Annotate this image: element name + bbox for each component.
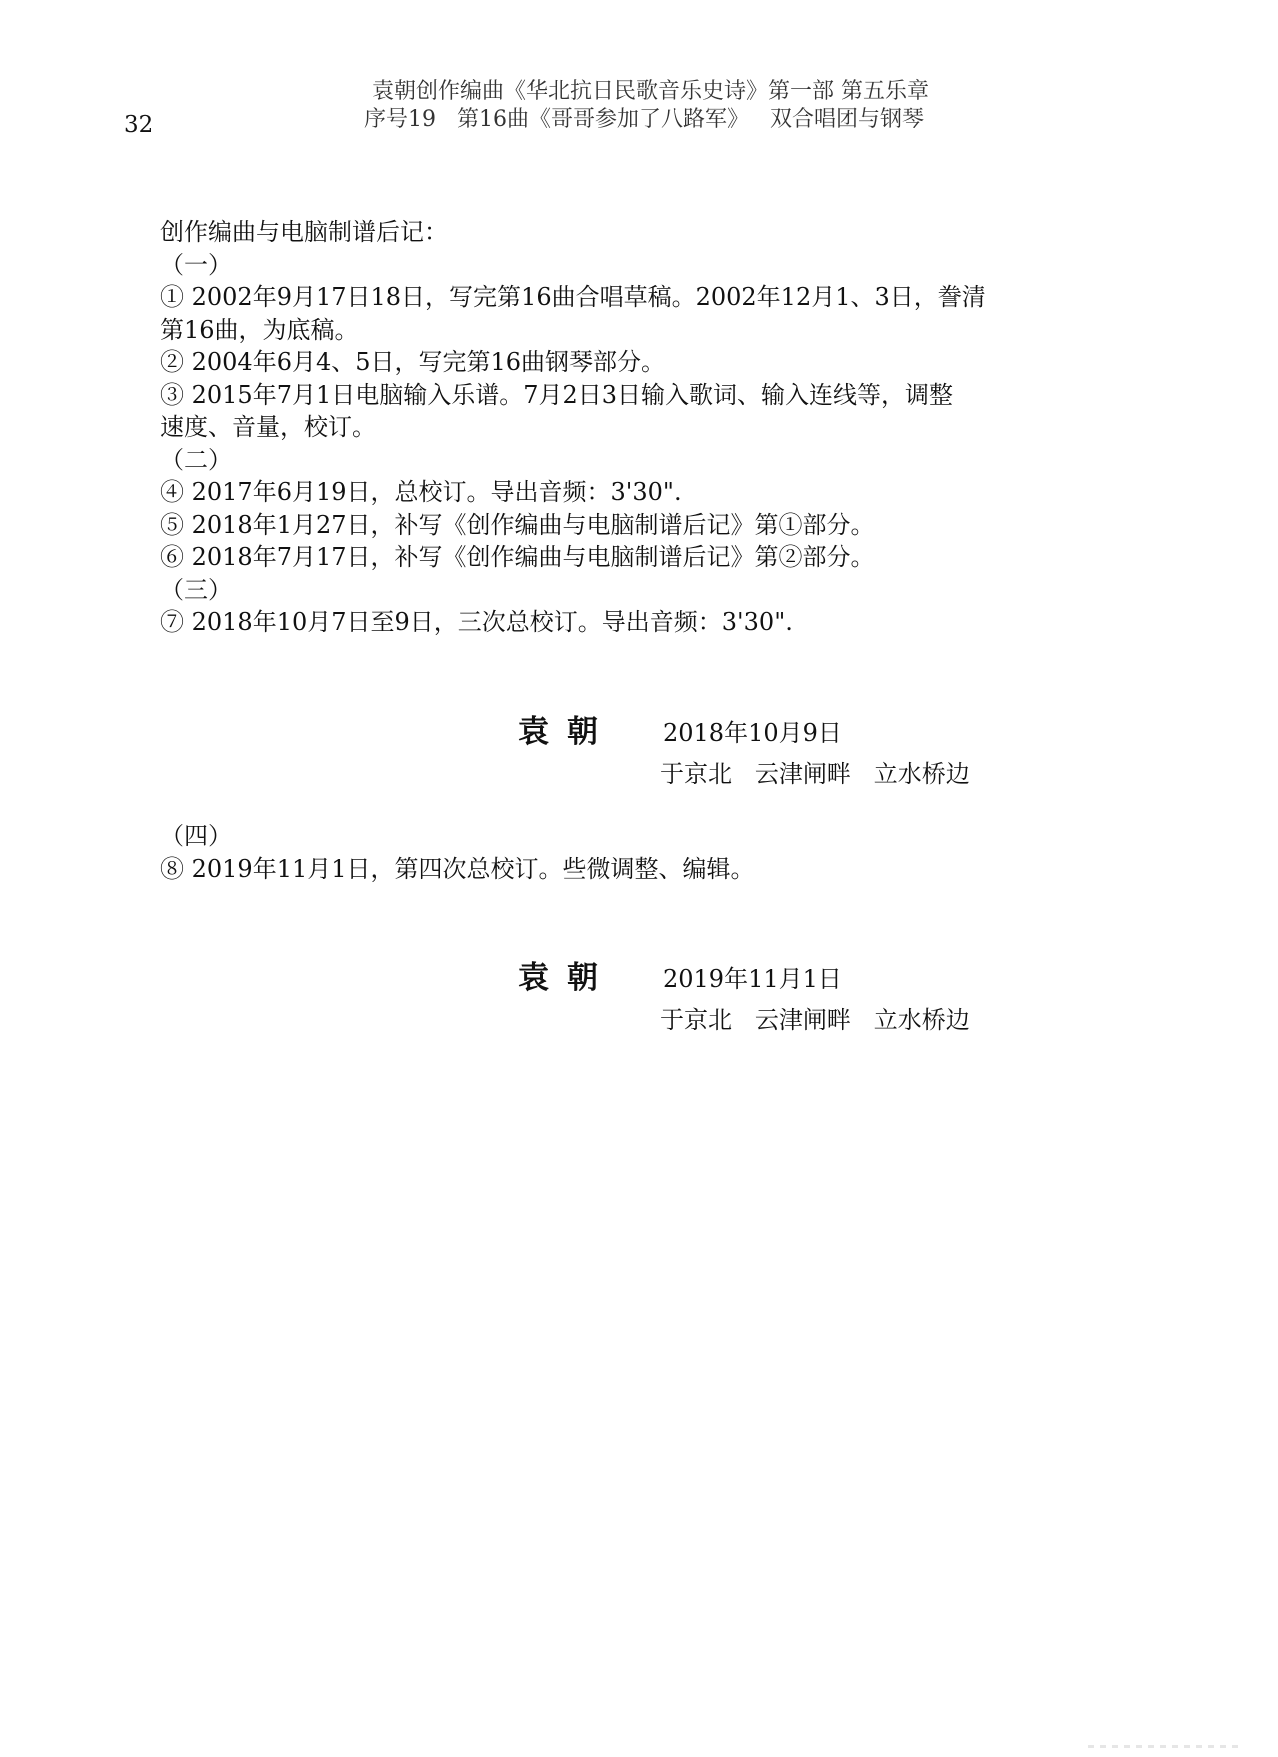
signature-date: 2019年11月1日 xyxy=(663,965,842,993)
note-line: 速度、音量，校订。 xyxy=(160,413,376,441)
postscript-notes xyxy=(160,216,1080,639)
section-marker-2: （二） xyxy=(160,445,232,474)
faint-watermark xyxy=(1088,1745,1238,1748)
note-line: ⑦ 2018年10月7日至9日，三次总校订。导出音频：3'30". xyxy=(160,608,793,636)
section-marker-4: （四） xyxy=(160,822,232,850)
section-marker-3: （三） xyxy=(160,575,232,604)
addendum-notes xyxy=(160,820,755,885)
author-signature: 袁朝 xyxy=(518,714,616,750)
section-marker-1: （一） xyxy=(160,250,232,279)
signature-date: 2018年10月9日 xyxy=(663,719,842,747)
signature-place: 于京北 云津闸畔 立水桥边 xyxy=(660,760,970,788)
note-line: ② 2004年6月4、5日，写完第16曲钢琴部分。 xyxy=(160,348,666,376)
signature-place: 于京北 云津闸畔 立水桥边 xyxy=(660,1006,970,1034)
note-line: ③ 2015年7月1日电脑输入乐谱。7月2日3日输入歌词、输入连线等，调整 xyxy=(160,380,954,409)
header-title-line: 袁朝创作编曲《华北抗日民歌音乐史诗》第一部 第五乐章 xyxy=(372,79,929,104)
note-line: ⑤ 2018年1月27日，补写《创作编曲与电脑制谱后记》第①部分。 xyxy=(160,510,875,539)
note-line: ④ 2017年6月19日，总校订。导出音频：3'30". xyxy=(160,478,682,506)
header-subtitle-line: 序号19 第16曲《哥哥参加了八路军》 双合唱团与钢琴 xyxy=(364,107,924,132)
note-line: ① 2002年9月17日18日，写完第16曲合唱草稿。2002年12月1、3日，誊清 xyxy=(160,283,986,311)
page-number: 32 xyxy=(124,112,154,138)
note-line: 第16曲，为底稿。 xyxy=(160,315,359,344)
note-line: ⑧ 2019年11月1日，第四次总校订。些微调整、编辑。 xyxy=(160,854,755,883)
note-line: ⑥ 2018年7月17日，补写《创作编曲与电脑制谱后记》第②部分。 xyxy=(160,543,875,571)
notes-heading: 创作编曲与电脑制谱后记： xyxy=(160,218,448,246)
author-signature: 袁朝 xyxy=(518,960,616,996)
